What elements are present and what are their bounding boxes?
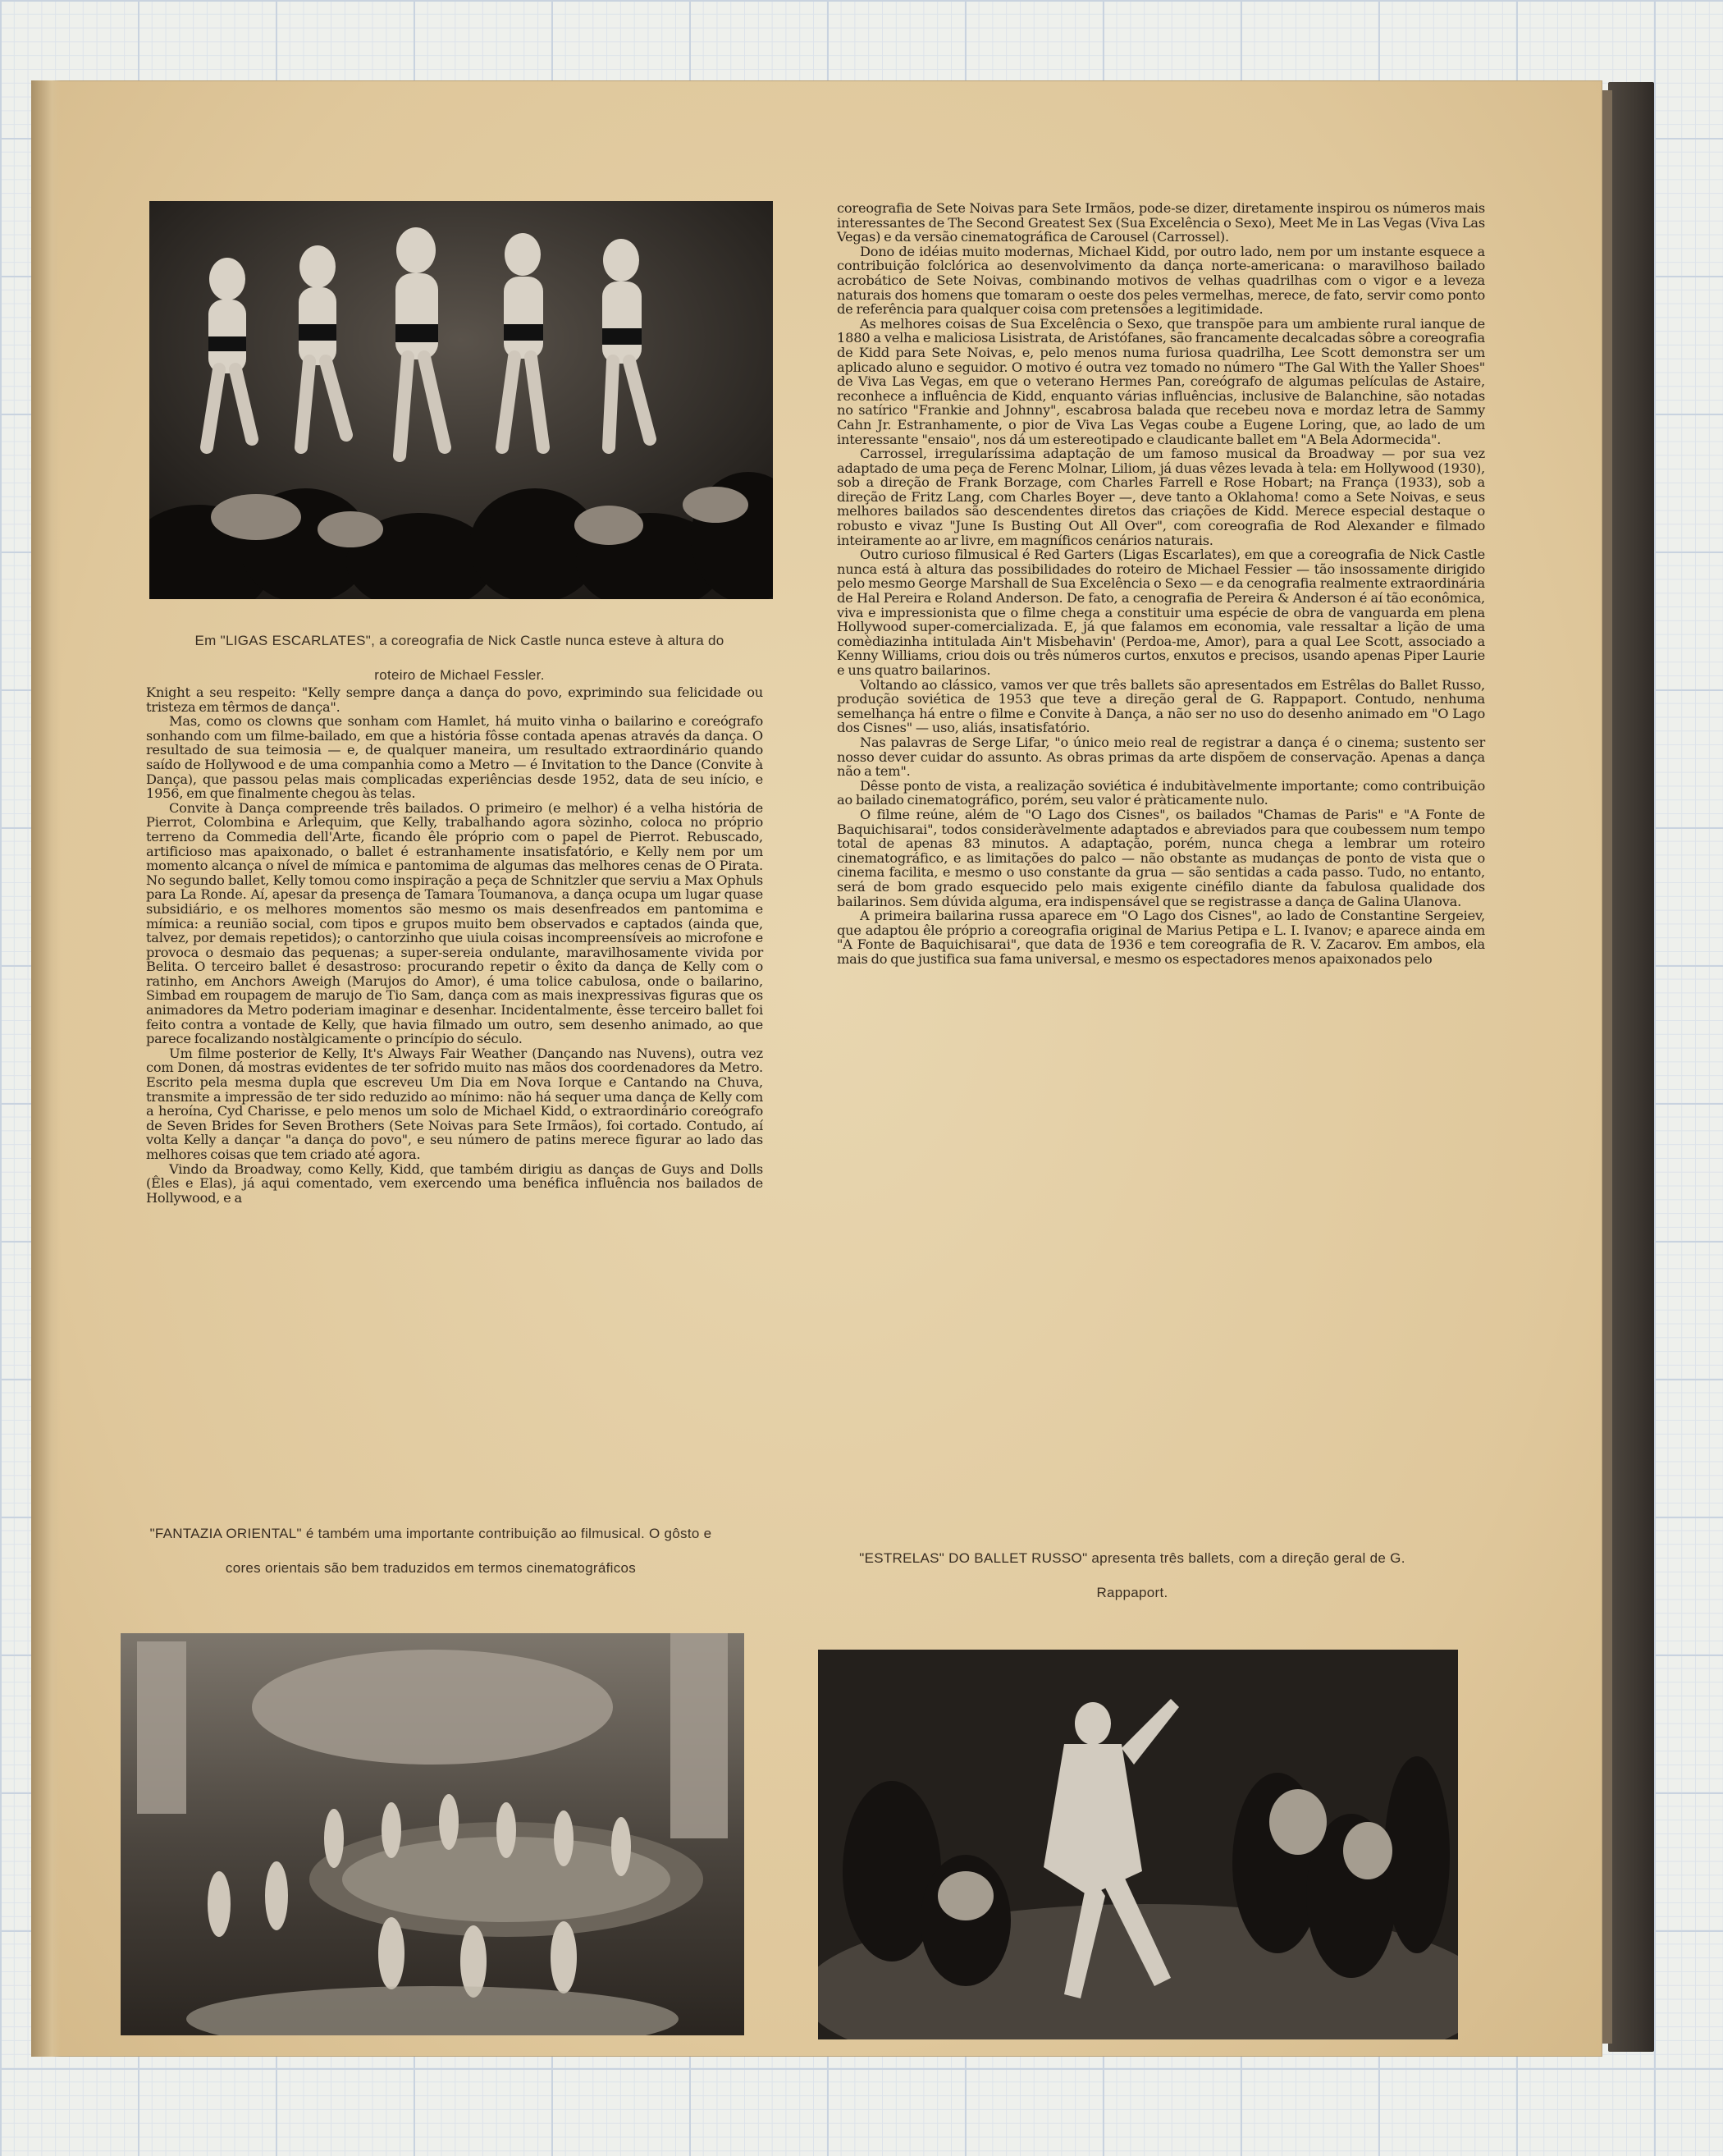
caption-ligas-escarlates: Em "LIGAS ESCARLATES", a coreografia de Nick Castle nunca esteve à altura do roteiro de Michael Fessler. (194, 633, 724, 683)
right-paragraph: Nas palavras de Serge Lifar, "o único meio real de registrar a dança é o cinema; sustento ser nosso dever cuidar do assunto. As obras primas da arte dispõem de conservação. Apenas a dança não a tem". (837, 734, 1485, 780)
left-paragraph: Knight a seu respeito: "Kelly sempre dança a dança do povo, exprimindo sua felicidade ou tristeza em têrmos de dança". (146, 684, 763, 715)
photo-ligas-escarlates (149, 201, 773, 599)
article-right-column (837, 201, 1485, 966)
right-paragraph: O filme reúne, além de "O Lago dos Cisnes", os bailados "Chamas de Paris" e "A Fonte de Baquichisarai", todos consideràvelmente adaptados e abreviados para que coubessem num tempo total de apenas 83 minutos. A adaptação, porém, nunca chega a lembrar um roteiro cinematográfico, e as limitações do palco — não obstante as mudanças de ponto de vista que o cinema facilita, e mesmo o uso constante da grua — são sentidas a cada passo. Tudo, no entanto, será de bom grado esquecido pelo mais exigente cinéfilo diante da fabulosa qualidade dos bailarinos. Sem dúvida alguma, era indispensável que se registrasse a dança de Galina Ulanova. (837, 806, 1485, 909)
right-paragraph: A primeira bailarina russa aparece em "O Lago dos Cisnes", ao lado de Constantine Sergeiev, que adaptou êle próprio a coreografia original de Marius Petipa e L. I. Ivanov; e aparece ainda em "A Fonte de Baquichisarai", que data de 1936 e tem coreografia de R. V. Zacarov. Em ambos, ela mais do que justifica sua fama universal, e mesmo os espectadores menos apaixonados pelo (837, 908, 1485, 967)
right-paragraph: Dêsse ponto de vista, a realização soviética é indubitàvelmente importante; como contribuição ao bailado cinematográfico, porém, seu valor é pràticamente nulo. (837, 777, 1485, 808)
left-paragraph: Um filme posterior de Kelly, It's Always Fair Weather (Dançando nas Nuvens), outra vez com Donen, dá mostras evidentes de ter sofrido muito nas mãos dos coordenadores da Metro. Escrito pela mesma dupla que escreveu Um Dia em Nova Iorque e Cantando na Chuva, transmite a impressão de ter sido reduzido ao mínimo: não há sequer uma dança de Kelly com a heroína, Cyd Charisse, e pelo menos um solo de Michael Kidd, o extraordinário coreógrafo de Seven Brides for Seven Brothers (Sete Noivas para Sete Irmãos), foi cortado. Contudo, aí volta Kelly a dançar "a dança do povo", e seu número de patins merece figurar ao lado das melhores coisas que tem criado até agora. (146, 1045, 763, 1162)
article-left-column (146, 685, 763, 1205)
page-spine-shadow (31, 80, 61, 2057)
right-paragraph: Dono de idéias muito modernas, Michael Kidd, por outro lado, nem por um instante esquece a contribuição folclórica ao desenvolvimento da dança norte-americana: o maravilhoso bailado acrobático de Sete Noivas, combinando motivos de velhas quadrilhas com o vigor e a leveza naturais dos homens que tomaram o oeste dos peles vermelhas, merece, de fato, servir como ponto de referência para qualquer coisa com pretensões a legitimidade. (837, 243, 1485, 318)
right-paragraph: Outro curioso filmusical é Red Garters (Ligas Escarlates), em que a coreografia de Nick Castle nunca está à altura das possibilidades do roteiro de Michael Fessier — tão insossamente dirigido pelo mesmo George Marshall de Sua Excelência o Sexo — e da cenografia realmente extraordinária de Hal Pereira e Roland Anderson. De fato, a cenografia de Pereira & Anderson é aí tão econômica, viva e impressionista que o filme chega a constituir uma espécie de obra de vanguarda em plena Hollywood super-comercializada. E, já que falamos em economia, vale ressaltar a lição de uma comèdiazinha intitulada Ain't Misbehavin' (Perdoa-me, Amor), para a qual Lee Scott, associado a Kenny Williams, criou dois ou três números curtos, enxutos e precisos, usando apenas Piper Laurie e uns quatro bailarinos. (837, 547, 1485, 678)
caption-fantazia-oriental: "FANTAZIA ORIENTAL" é também uma importante contribuição ao filmusical. O gôsto e cores orientais são bem traduzidos em termos cinematográficos (149, 1526, 712, 1576)
right-paragraph: As melhores coisas de Sua Excelência o Sexo, que transpõe para um ambiente rural ianque de 1880 a velha e maliciosa Lisistrata, de Aristófanes, são francamente decalcadas sôbre a coreografia de Kidd para Sete Noivas, e, pelo menos numa furiosa quadrilha, Lee Scott demonstra ser um aplicado aluno e seguidor. O motivo é outra vez tomado no número "The Gal With the Yaller Shoes" de Viva Las Vegas, em que o veterano Hermes Pan, coreógrafo de algumas películas de Astaire, reconhece a influência de Kidd, enquanto várias influências, inclusive de Balanchine, são notadas no satírico "Frankie and Johnny", escabrosa balada que recebeu nova e mordaz letra de Sammy Cahn Jr. Estranhamente, o pior de Viva Las Vegas coube a Eugene Loring, que, ao lado de um interessante "ensaio", nos dá um estereotipado e claudicante ballet em "A Bela Adormecida". (837, 315, 1485, 447)
binder-board (1608, 82, 1654, 2052)
right-paragraph: coreografia de Sete Noivas para Sete Irmãos, pode-se dizer, diretamente inspirou os números mais interessantes de The Second Greatest Sex (Sua Excelência o Sexo), Meet Me in Las Vegas (Viva Las Vegas) e da versão cinematográfica de Carousel (Carrossel). (837, 200, 1485, 245)
right-paragraph: Voltando ao clássico, vamos ver que três ballets são apresentados em Estrêlas do Ballet Russo, produção soviética de 1953 que teve a direção geral de G. Rappaport. Contudo, nenhuma semelhança há entre o filme e Convite à Dança, a não ser no uso do desenho animado em "O Lago dos Cisnes" — uso, aliás, insatisfatório. (837, 676, 1485, 736)
photo-fantazia-oriental (121, 1633, 744, 2035)
left-paragraph: Vindo da Broadway, como Kelly, Kidd, que também dirigiu as danças de Guys and Dolls (Êles e Elas), já aqui comentado, vem exercendo uma benéfica influência nos bailados de Hollywood, e a (146, 1160, 763, 1206)
caption-estrelas-ballet-russo: "ESTRELAS" DO BALLET RUSSO" apresenta três ballets, com a direção geral de G. Rappaport. (859, 1550, 1405, 1600)
right-paragraph: Carrossel, irregularíssima adaptação de um famoso musical da Broadway — por sua vez adaptado de uma peça de Ferenc Molnar, Liliom, já duas vêzes levada à tela: em Hollywood (1930), sob a direção de Frank Borzage, com Charles Farrell e Rose Hobart; na França (1933), sob a direção de Fritz Lang, com Charles Boyer —, deve tanto a Oklahoma! como a Sete Noivas, e seus melhores bailados são descendentes diretos das criações de Kidd. Merece especial destaque o robusto e vivaz "June Is Busting Out All Over", com coreografia de Rod Alexander e filmado inteiramente ao ar livre, em magníficos cenários naturais. (837, 446, 1485, 548)
left-paragraph: Mas, como os clowns que sonham com Hamlet, há muito vinha o bailarino e coreógrafo sonhando com um filme-bailado, em que a história fôsse contada apenas através da dança. O resultado de sua teimosia — e, de qualquer maneira, um resultado extraordinário quando saído de Hollywood e de uma companhia como a Metro — é Invitation to the Dance (Convite à Dança), que passou pelas mais complicadas experiências desde 1952, data de seu início, e 1956, em que finalmente chegou às telas. (146, 713, 763, 802)
left-paragraph: Convite à Dança compreende três bailados. O primeiro (e melhor) é a velha história de Pierrot, Colombina e Arlequim, que Kelly, trabalhando agora sòzinho, coloca no próprio terreno da Commedia dell'Arte, ficando êle próprio com o papel de Pierrot. Rebuscado, artificioso mas apaixonado, o ballet é estranhamente insatisfatório, e Kelly nem por um momento alcança o nível de mímica e pantomima de algumas das melhores cenas de O Pirata. No segundo ballet, Kelly tomou como inspiração a peça de Schnitzler que serviu a Max Ophuls para La Ronde. Aí, apesar da presença de Tamara Toumanova, a dança ocupa um lugar quase subsidiário, e os melhores momentos são mesmo os mais desenfreados em pantomima e mímica: a reunião social, com tipos e grupos muito bem observados e captados (ainda que, talvez, por demais repetidos); o cantorzinho que uiula coisas incompreensíveis ao microfone e provoca o desmaio das pequenas; a super-sereia ondulante, maravilhosamente vivida por Belita. O terceiro ballet é desastroso: procurando repetir o êxito da dança de Kelly com o ratinho, em Anchors Aweigh (Marujos do Amor), é uma tolice cabulosa, onde o bailarino, Simbad em roupagem de marujo de Tio Sam, dança com as mais inexpressivas figuras que os animadores da Metro poderiam imaginar e desenhar. Incidentalmente, êsse terceiro ballet foi feito contra a vontade de Kelly, que havia filmado um outro, sem desenho animado, ao que parece focalizando nostàlgicamente o princípio do século. (146, 799, 763, 1047)
photo-estrelas-ballet-russo (818, 1650, 1458, 2039)
